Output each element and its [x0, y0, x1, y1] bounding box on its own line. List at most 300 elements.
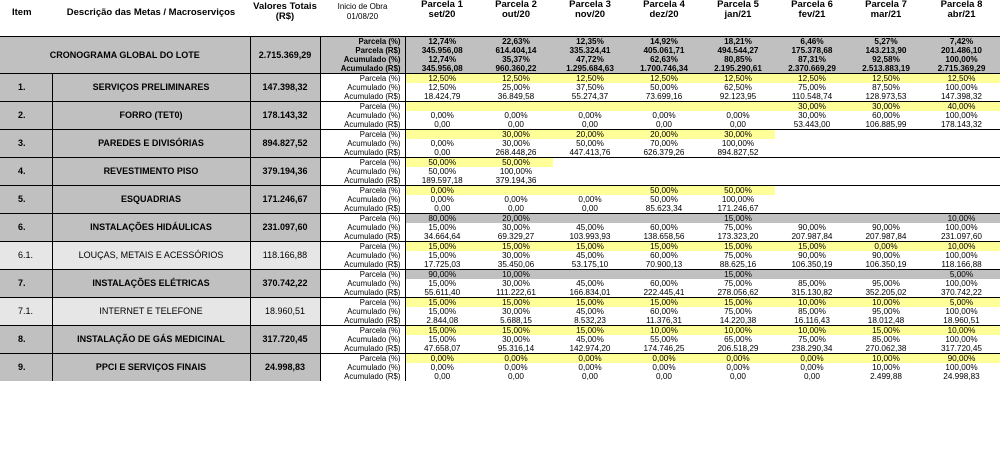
schedule-cell: 30,00%: [775, 102, 849, 112]
schedule-cell: 15,00%: [701, 270, 775, 280]
row-label: Acumulado (R$): [320, 316, 405, 326]
schedule-cell: [849, 186, 923, 196]
item-total-value: 178.143,32: [250, 102, 320, 130]
schedule-cell: 0,00%: [652, 363, 676, 372]
schedule-cell: 55.611,40: [424, 288, 461, 297]
schedule-cell: 65,00%: [724, 335, 752, 344]
row-label: Acumulado (R$): [320, 344, 405, 354]
global-row-label: Parcela (R$): [320, 46, 405, 55]
schedule-cell: [479, 186, 553, 196]
schedule-cell: 10,00%: [923, 214, 1000, 224]
schedule-cell: [553, 102, 627, 112]
global-cell: 2.715.369,29: [923, 64, 1000, 74]
schedule-cell: 0,00: [804, 372, 820, 381]
group-row: [0, 242, 1000, 252]
schedule-cell: 10,00%: [872, 363, 900, 372]
schedule-cell: 30,00%: [502, 335, 530, 344]
schedule-cell: 12,50%: [479, 74, 553, 84]
schedule-cell: [627, 176, 701, 186]
schedule-cell: 24.998,83: [943, 372, 980, 381]
global-cell: 2.195.290,61: [701, 64, 775, 74]
schedule-cell: [553, 214, 627, 224]
schedule-cell: 60,00%: [650, 307, 678, 316]
row-label: Acumulado (%): [320, 223, 405, 232]
schedule-cell: 85,00%: [872, 335, 900, 344]
global-total-value: 2.715.369,29: [250, 37, 320, 74]
schedule-cell: 0,00: [582, 372, 598, 381]
item-number: 5.: [0, 186, 52, 214]
group-row: [0, 214, 1000, 224]
schedule-cell: 447.413,76: [569, 148, 611, 157]
item-total-value: 370.742,22: [250, 270, 320, 298]
schedule-cell: [775, 148, 849, 158]
schedule-cell: 315.130,82: [791, 288, 833, 297]
parcela-date: out/20: [502, 9, 530, 20]
schedule-cell: 30,00%: [849, 102, 923, 112]
schedule-cell: 70.900,13: [645, 260, 683, 269]
schedule-cell: 370.742,22: [941, 288, 982, 297]
schedule-cell: 626.379,26: [643, 148, 685, 157]
row-label: Acumulado (R$): [320, 232, 405, 242]
header-parcela-3: [553, 0, 627, 37]
row-label: Parcela (%): [320, 298, 405, 308]
schedule-cell: 5,00%: [923, 270, 1000, 280]
schedule-cell: [923, 176, 1000, 186]
row-label: Parcela (%): [320, 102, 405, 112]
schedule-cell: [701, 176, 775, 186]
row-label: Parcela (%): [320, 354, 405, 364]
schedule-cell: 0,00%: [726, 363, 750, 372]
global-cell: 14,92%: [627, 37, 701, 47]
schedule-cell: 0,00%: [405, 186, 479, 196]
schedule-cell: 100,00%: [499, 167, 533, 176]
schedule-cell: 0,00%: [504, 195, 528, 204]
global-title: CRONOGRAMA GLOBAL DO LOTE: [0, 37, 250, 74]
schedule-cell: 100,00%: [721, 139, 755, 148]
schedule-cell: 50,00%: [627, 186, 701, 196]
schedule-cell: 15,00%: [428, 307, 457, 316]
schedule-cell: [849, 148, 923, 158]
item-description: LOUÇAS, METAIS E ACESSÓRIOS: [52, 242, 250, 270]
global-cell: 175.378,68: [775, 46, 849, 55]
schedule-cell: [627, 158, 701, 168]
schedule-cell: 106.885,99: [865, 120, 907, 129]
schedule-cell: 100,00%: [945, 111, 978, 120]
header-start-label: Inicio de Obra: [337, 2, 388, 11]
schedule-cell: 0,00%: [775, 354, 849, 364]
row-label: Parcela (%): [320, 270, 405, 280]
schedule-cell: 0,00%: [578, 111, 602, 120]
schedule-cell: 100,00%: [945, 83, 978, 92]
schedule-cell: [849, 195, 923, 204]
schedule-cell: 2.844,08: [426, 316, 459, 325]
group-row: [0, 354, 1000, 364]
schedule-cell: 10,00%: [923, 242, 1000, 252]
schedule-cell: [849, 167, 923, 176]
schedule-cell: [775, 214, 849, 224]
group-row: [0, 130, 1000, 140]
schedule-cell: 37,50%: [576, 83, 604, 92]
schedule-cell: 15,00%: [428, 223, 457, 232]
global-cell: 12,74%: [405, 55, 479, 64]
header-parcela-1: [405, 0, 479, 37]
schedule-cell: 30,00%: [798, 111, 826, 120]
row-label: Parcela (%): [320, 74, 405, 84]
header-item: Item: [0, 0, 52, 37]
item-total-value: 231.097,60: [250, 214, 320, 242]
schedule-cell: 30,00%: [479, 130, 553, 140]
schedule-cell: [923, 195, 1000, 204]
schedule-cell: 894.827,52: [717, 148, 759, 157]
schedule-cell: 15,00%: [479, 326, 553, 336]
schedule-cell: 55,00%: [650, 335, 678, 344]
item-description: INSTALAÇÕES ELÉTRICAS: [52, 270, 250, 298]
schedule-cell: [701, 158, 775, 168]
schedule-cell: [775, 270, 849, 280]
global-row-label: Acumulado (R$): [320, 64, 405, 74]
row-label: Acumulado (R$): [320, 372, 405, 381]
global-cell: 47,72%: [553, 55, 627, 64]
schedule-cell: 15,00%: [405, 298, 479, 308]
schedule-cell: 30,00%: [502, 139, 530, 148]
schedule-cell: 0,00: [434, 120, 451, 129]
global-cell: 62,63%: [627, 55, 701, 64]
schedule-cell: 50,00%: [650, 195, 678, 204]
schedule-cell: 0,00: [508, 372, 524, 381]
item-number: 9.: [0, 354, 52, 382]
schedule-cell: 12,50%: [923, 74, 1000, 84]
schedule-cell: 18.012,48: [867, 316, 905, 325]
schedule-cell: 20,00%: [553, 130, 627, 140]
group-row: [0, 298, 1000, 308]
schedule-cell: 10,00%: [627, 326, 701, 336]
schedule-cell: 10,00%: [775, 326, 849, 336]
schedule-cell: 45,00%: [576, 335, 604, 344]
schedule-cell: 15,00%: [405, 326, 479, 336]
schedule-cell: 15,00%: [627, 298, 701, 308]
schedule-cell: 15,00%: [405, 242, 479, 252]
row-label: Acumulado (%): [320, 279, 405, 288]
parcela-label: Parcela 1: [421, 0, 463, 10]
item-description: PAREDES E DIVISÓRIAS: [52, 130, 250, 158]
schedule-cell: [701, 167, 775, 176]
schedule-cell: 206.518,29: [717, 344, 759, 353]
global-cell: 18,21%: [701, 37, 775, 47]
schedule-cell: 90,00%: [405, 270, 479, 280]
global-cell: 614.404,14: [479, 46, 553, 55]
schedule-cell: 15,00%: [428, 335, 457, 344]
item-description: PPCI E SERVIÇOS FINAIS: [52, 354, 250, 382]
schedule-cell: 40,00%: [923, 102, 1000, 112]
schedule-cell: 50,00%: [650, 83, 678, 92]
row-label: Acumulado (R$): [320, 92, 405, 102]
schedule-cell: 0,00%: [504, 363, 528, 372]
schedule-cell: [553, 176, 627, 186]
schedule-cell: [553, 167, 627, 176]
item-description: ESQUADRIAS: [52, 186, 250, 214]
schedule-cell: 0,00%: [627, 354, 701, 364]
schedule-cell: 178.143,32: [941, 120, 982, 129]
schedule-cell: 222.445,41: [643, 288, 685, 297]
schedule-cell: 106.350,19: [865, 260, 907, 269]
schedule-cell: 30,00%: [701, 130, 775, 140]
global-cell: 87,31%: [775, 55, 849, 64]
schedule-cell: 12,50%: [775, 74, 849, 84]
row-label: Parcela (%): [320, 158, 405, 168]
schedule-cell: 80,00%: [405, 214, 479, 224]
schedule-cell: 16.116,43: [794, 316, 830, 325]
schedule-cell: 34.664,64: [424, 232, 461, 241]
schedule-cell: [479, 102, 553, 112]
item-number: 8.: [0, 326, 52, 354]
schedule-cell: 15,00%: [849, 326, 923, 336]
schedule-cell: 189.597,18: [421, 176, 463, 185]
row-label: Parcela (%): [320, 214, 405, 224]
schedule-cell: 30,00%: [502, 279, 530, 288]
header-parcela-6: [775, 0, 849, 37]
schedule-cell: 0,00%: [800, 363, 824, 372]
schedule-cell: 317.720,45: [941, 344, 982, 353]
global-cell: 2.370.669,29: [775, 64, 849, 74]
item-description: INSTALAÇÕES HIDÁULICAS: [52, 214, 250, 242]
schedule-cell: [627, 102, 701, 112]
global-cell: 7,42%: [923, 37, 1000, 47]
item-description: REVESTIMENTO PISO: [52, 158, 250, 186]
schedule-cell: 20,00%: [479, 214, 553, 224]
global-cell: 345.956,08: [405, 64, 479, 74]
group-row: [0, 158, 1000, 168]
schedule-cell: 75,00%: [724, 223, 752, 232]
schedule-cell: 10,00%: [849, 298, 923, 308]
schedule-cell: 0,00%: [553, 354, 627, 364]
header-parcela-8: [923, 0, 1000, 37]
schedule-cell: 45,00%: [576, 279, 604, 288]
schedule-cell: 85.623,34: [645, 204, 683, 213]
schedule-cell: 10,00%: [479, 270, 553, 280]
schedule-cell: [627, 167, 701, 176]
schedule-cell: 12,50%: [553, 74, 627, 84]
schedule-cell: 5,00%: [923, 298, 1000, 308]
schedule-cell: 12,50%: [428, 83, 457, 92]
schedule-cell: 35.450,06: [497, 260, 535, 269]
row-label: Parcela (%): [320, 242, 405, 252]
item-total-value: 171.246,67: [250, 186, 320, 214]
schedule-cell: 0,00%: [430, 139, 454, 148]
schedule-cell: 0,00%: [726, 111, 750, 120]
schedule-cell: 15,00%: [553, 326, 627, 336]
schedule-cell: [849, 139, 923, 148]
schedule-cell: 53.175,10: [571, 260, 609, 269]
schedule-cell: [775, 158, 849, 168]
schedule-cell: 8.532,23: [574, 316, 606, 325]
schedule-cell: [627, 214, 701, 224]
schedule-cell: 100,00%: [721, 195, 755, 204]
schedule-cell: 60,00%: [650, 279, 678, 288]
schedule-cell: 15,00%: [479, 242, 553, 252]
header-parcela-5: [701, 0, 775, 37]
global-cell: 35,37%: [479, 55, 553, 64]
parcela-date: dez/20: [649, 9, 679, 20]
schedule-cell: 0,00%: [504, 111, 528, 120]
schedule-cell: 110.548,74: [791, 92, 833, 101]
row-label: Acumulado (%): [320, 335, 405, 344]
item-number: 2.: [0, 102, 52, 130]
item-description: INTERNET E TELEFONE: [52, 298, 250, 326]
global-cell: 345.956,08: [405, 46, 479, 55]
item-total-value: 18.960,51: [250, 298, 320, 326]
global-cell: 1.700.746,34: [627, 64, 701, 74]
schedule-cell: 100,00%: [945, 307, 978, 316]
schedule-cell: 45,00%: [576, 307, 604, 316]
schedule-cell: 0,00%: [578, 363, 602, 372]
schedule-cell: 70,00%: [650, 139, 678, 148]
row-label: Acumulado (%): [320, 363, 405, 372]
schedule-cell: [775, 130, 849, 140]
schedule-cell: 73.699,16: [645, 92, 683, 101]
row-label: Acumulado (%): [320, 139, 405, 148]
schedule-cell: 207.987,84: [865, 232, 907, 241]
schedule-cell: 106.350,19: [791, 260, 833, 269]
schedule-cell: 173.323,20: [717, 232, 759, 241]
schedule-cell: 90,00%: [872, 251, 900, 260]
schedule-cell: 118.166,88: [941, 260, 982, 269]
schedule-cell: [923, 186, 1000, 196]
schedule-cell: 0,00: [656, 372, 672, 381]
schedule-cell: 75,00%: [724, 307, 752, 316]
schedule-cell: 0,00: [730, 372, 746, 381]
schedule-cell: [923, 204, 1000, 214]
schedule-cell: 128.973,53: [865, 92, 907, 101]
row-label: Acumulado (R$): [320, 148, 405, 158]
row-label: Acumulado (R$): [320, 176, 405, 186]
schedule-cell: 0,00: [434, 148, 451, 157]
schedule-cell: 10,00%: [701, 326, 775, 336]
item-description: INSTALAÇÃO DE GÁS MEDICINAL: [52, 326, 250, 354]
schedule-cell: 75,00%: [798, 83, 826, 92]
global-cell: 12,74%: [405, 37, 479, 47]
schedule-cell: 11.376,31: [646, 316, 682, 325]
parcela-date: mar/21: [870, 9, 902, 20]
schedule-cell: 15,00%: [553, 242, 627, 252]
schedule-cell: [553, 158, 627, 168]
schedule-cell: [923, 130, 1000, 140]
schedule-cell: 30,00%: [502, 223, 530, 232]
item-total-value: 147.398,32: [250, 74, 320, 102]
schedule-cell: [923, 139, 1000, 148]
row-label: Parcela (%): [320, 186, 405, 196]
header-parcela-2: [479, 0, 553, 37]
schedule-cell: 95,00%: [872, 279, 900, 288]
item-number: 7.: [0, 270, 52, 298]
row-label: Parcela (%): [320, 326, 405, 336]
parcela-date: fev/21: [798, 9, 826, 20]
row-label: Acumulado (%): [320, 307, 405, 316]
schedule-cell: 50,00%: [479, 158, 553, 168]
schedule-cell: 268.448,26: [495, 148, 537, 157]
schedule-cell: 85,00%: [798, 279, 826, 288]
global-cell: 100,00%: [923, 55, 1000, 64]
schedule-cell: [775, 139, 849, 148]
header-start-value: 01/08/20: [346, 12, 379, 21]
item-number: 1.: [0, 74, 52, 102]
global-cell: 201.486,10: [923, 46, 1000, 55]
schedule-cell: [405, 130, 479, 140]
global-cell: 5,27%: [849, 37, 923, 47]
group-row: [0, 270, 1000, 280]
parcela-label: Parcela 6: [791, 0, 833, 10]
schedule-cell: 15,00%: [775, 242, 849, 252]
row-label: Acumulado (%): [320, 195, 405, 204]
schedule-cell: 55.274,37: [571, 92, 609, 101]
group-row: [0, 326, 1000, 336]
schedule-cell: 45,00%: [576, 223, 604, 232]
schedule-cell: [553, 270, 627, 280]
schedule-cell: 0,00%: [652, 111, 676, 120]
schedule-cell: 95.316,14: [497, 344, 535, 353]
schedule-cell: 207.987,84: [791, 232, 833, 241]
schedule-cell: 100,00%: [945, 363, 978, 372]
schedule-cell: 270.062,38: [865, 344, 907, 353]
schedule-cell: 45,00%: [576, 251, 604, 260]
schedule-cell: 15,00%: [701, 242, 775, 252]
schedule-cell: 25,00%: [502, 83, 530, 92]
schedule-cell: 100,00%: [945, 223, 978, 232]
schedule-cell: 5.688,15: [500, 316, 532, 325]
schedule-cell: 0,00: [582, 204, 598, 213]
schedule-cell: 47.658,07: [424, 344, 461, 353]
item-number: 4.: [0, 158, 52, 186]
schedule-cell: 0,00%: [578, 195, 602, 204]
schedule-cell: 75,00%: [798, 335, 826, 344]
schedule-cell: [553, 186, 627, 196]
schedule-cell: 92.123,95: [719, 92, 757, 101]
header-start-date: [320, 0, 405, 37]
schedule-cell: 85,00%: [798, 307, 826, 316]
schedule-cell: 0,00: [656, 120, 672, 129]
parcela-label: Parcela 7: [865, 0, 907, 10]
schedule-cell: 20,00%: [627, 130, 701, 140]
schedule-cell: 142.974,20: [569, 344, 611, 353]
schedule-cell: 50,00%: [428, 167, 457, 176]
parcela-label: Parcela 3: [569, 0, 611, 10]
schedule-cell: 90,00%: [923, 354, 1000, 364]
schedule-cell: 166.834,01: [569, 288, 611, 297]
schedule-cell: 238.290,34: [791, 344, 833, 353]
schedule-cell: 87,50%: [872, 83, 900, 92]
parcela-date: jan/21: [724, 9, 752, 20]
global-cell: 494.544,27: [701, 46, 775, 55]
global-cell: 405.061,71: [627, 46, 701, 55]
schedule-cell: 0,00%: [849, 242, 923, 252]
schedule-cell: 62,50%: [724, 83, 752, 92]
schedule-cell: 17.725,03: [424, 260, 461, 269]
schedule-cell: 90,00%: [798, 223, 826, 232]
schedule-cell: 15,00%: [701, 214, 775, 224]
schedule-cell: 0,00: [434, 204, 451, 213]
parcela-date: abr/21: [947, 9, 976, 20]
schedule-cell: 88.625,16: [719, 260, 757, 269]
schedule-cell: [775, 176, 849, 186]
schedule-cell: 36.849,58: [497, 92, 535, 101]
schedule-cell: [775, 204, 849, 214]
schedule-cell: 60,00%: [650, 251, 678, 260]
global-row-label: Parcela (%): [320, 37, 405, 47]
global-cell: 12,35%: [553, 37, 627, 47]
global-row: [0, 37, 1000, 47]
global-cell: 2.513.883,19: [849, 64, 923, 74]
schedule-cell: 0,00: [582, 120, 598, 129]
schedule-cell: 0,00%: [405, 354, 479, 364]
